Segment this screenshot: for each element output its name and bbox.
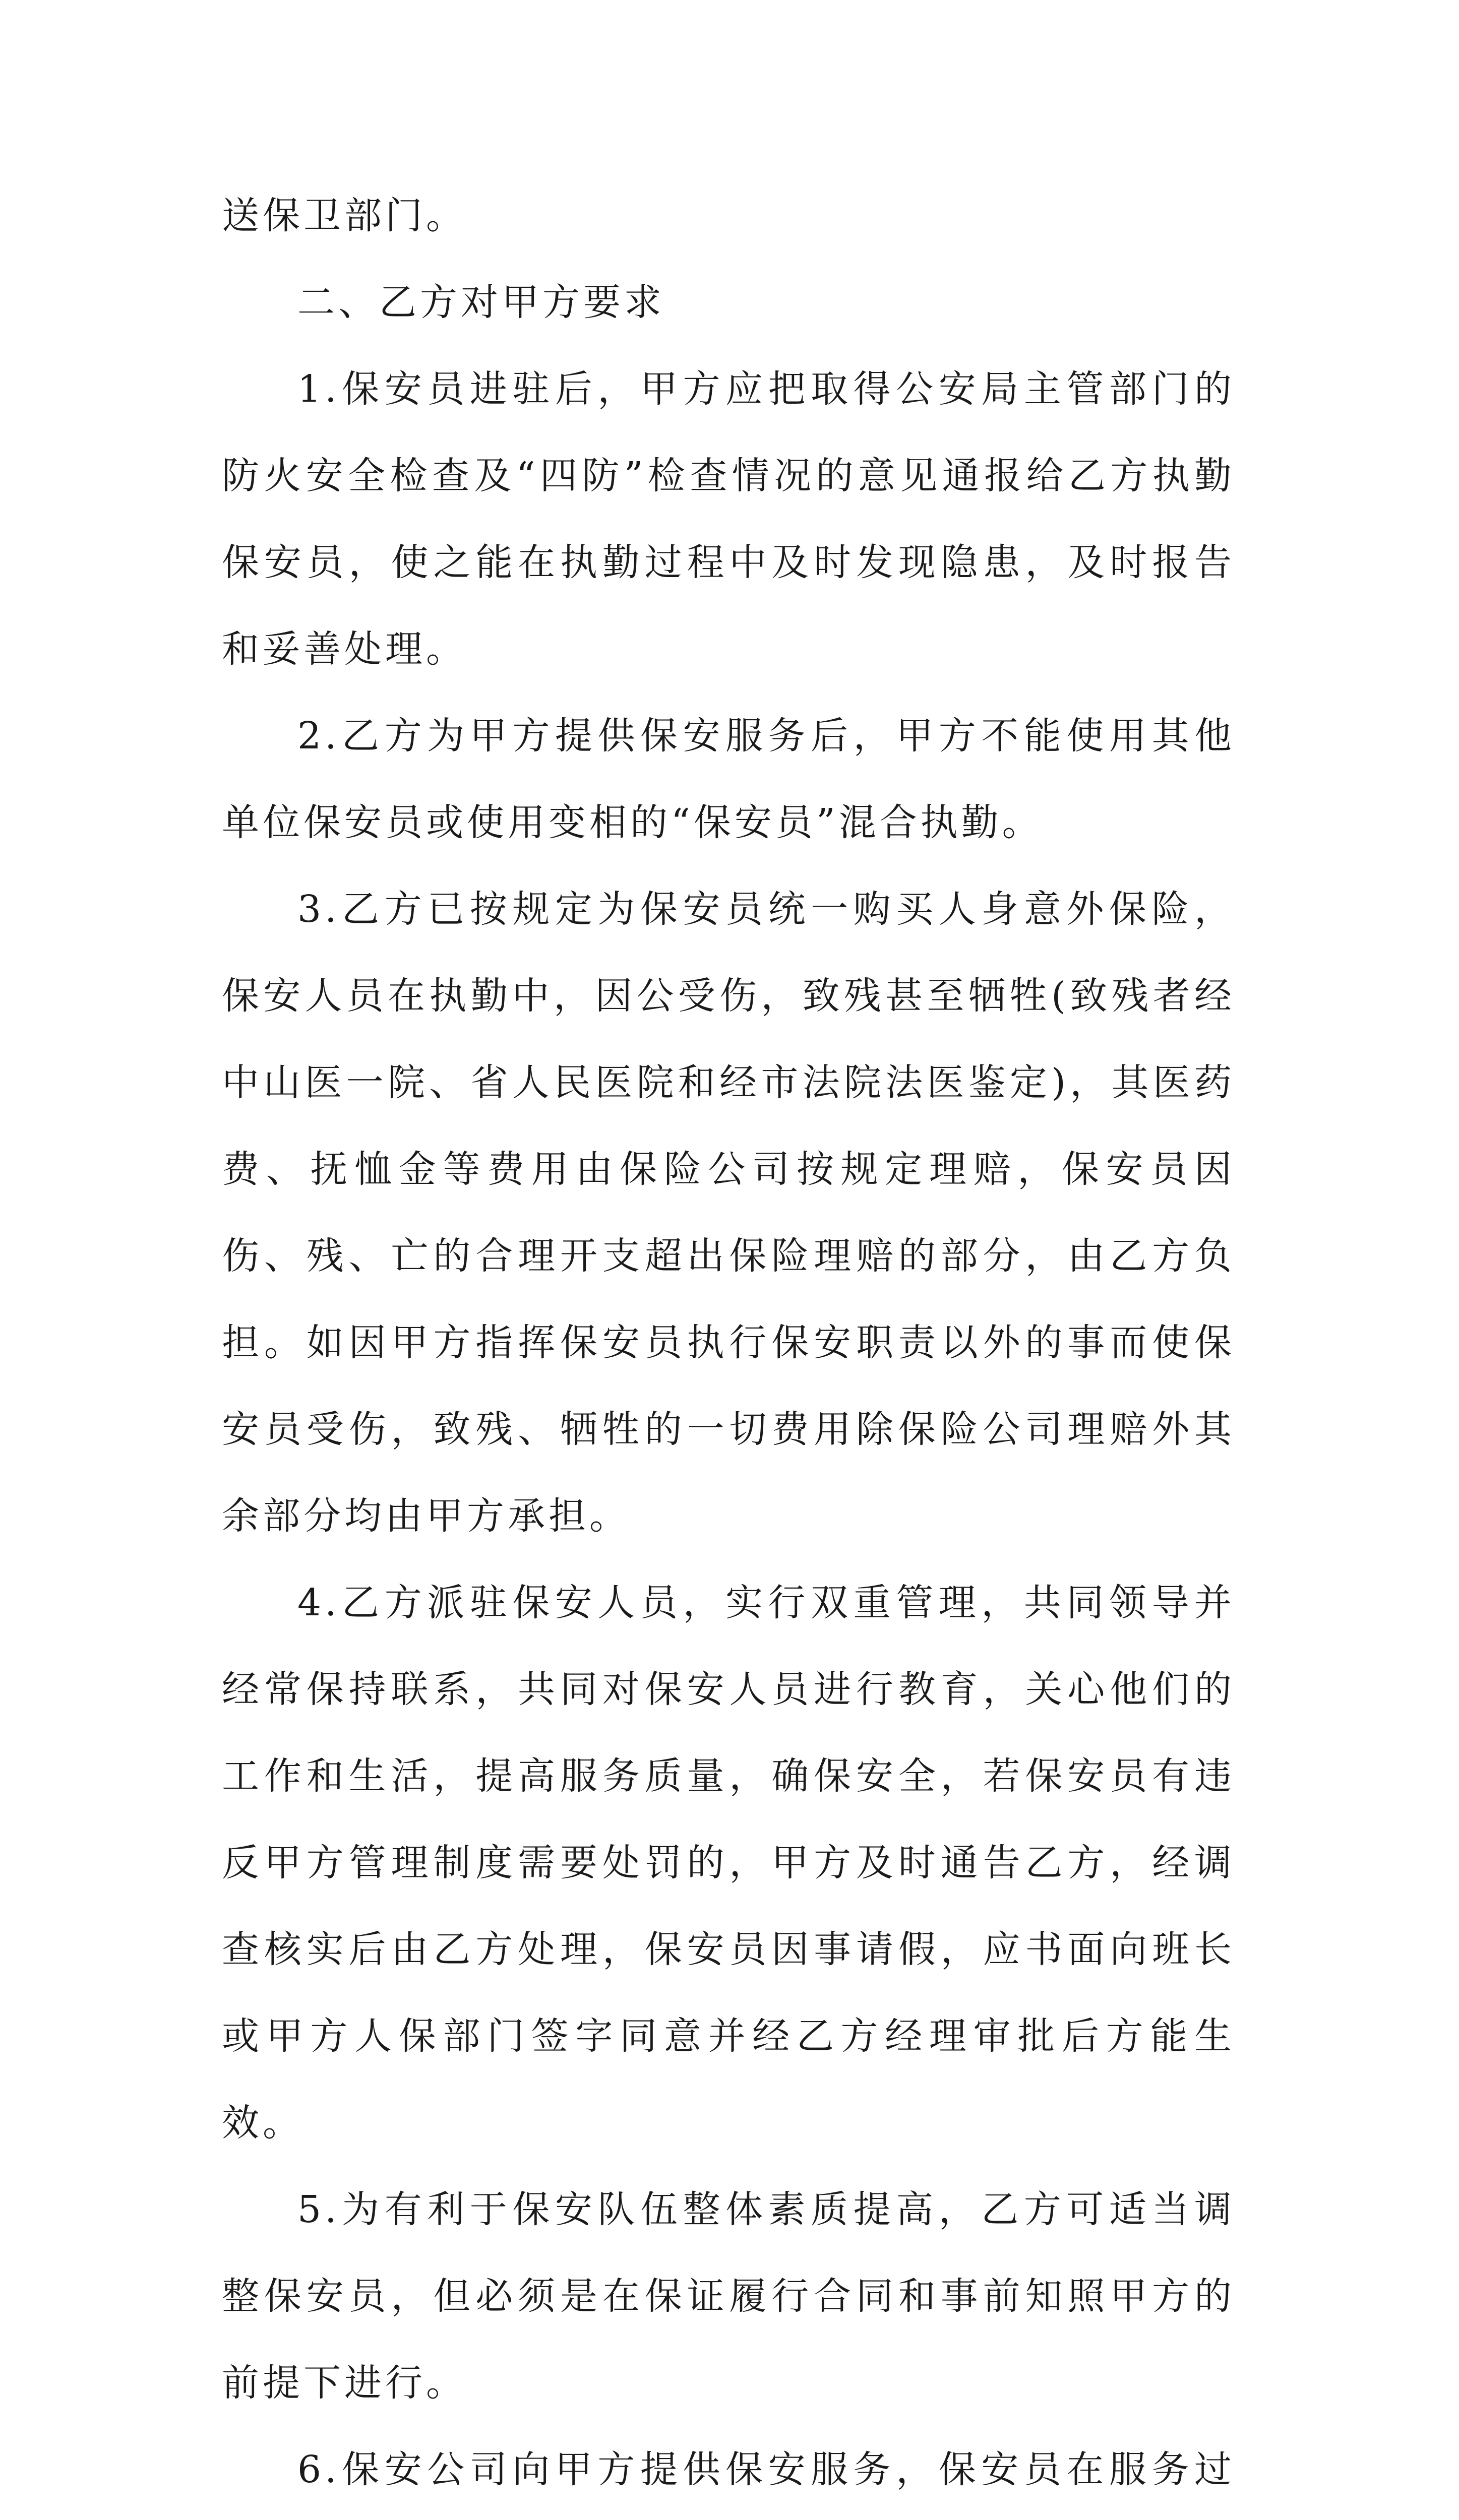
paragraph-item-6: 6.保安公司向甲方提供保安服务，保安员在服务过 xyxy=(297,2448,1235,2491)
paragraph-item-1: 1.保安员进驻后，甲方应把取得公安局主管部门的防火安全检查及“四防”检查情况的意见通报给乙方执勤保安员，使之能在执勤过程中及时发现隐患，及时报告和妥善处理。 xyxy=(222,367,1235,671)
document-body xyxy=(222,172,1235,2520)
paragraph-continuation: 送保卫部门。 xyxy=(222,194,467,237)
paragraph-item-5: 5.为有利于保安队伍整体素质提高，乙方可适当调整保安员，但必须是在保证履行合同和事前知照甲方的前提下进行。 xyxy=(222,2188,1235,2405)
paragraph-item-3: 3.乙方已按规定为保安员统一购买人身意外保险，保安人员在执勤中，因公受伤，致残甚至牺牲(致残者经中山医一院、省人民医院和经市法院法医鉴定)，其医药费、抚恤金等费用由保险公司按规定理赔，保安员因伤、残、亡的合理开支超出保险理赔的部分，由乙方负担。如因甲方指挥保安员执行保安职责以外的事而使保安员受伤，致残、牺牲的一切费用除保险公司理赔外其余部分均由甲方承担。 xyxy=(222,888,1235,1538)
section-heading: 二、乙方对甲方要求 xyxy=(297,281,665,324)
paragraph-item-2: 2.乙方为甲方提供保安服务后，甲方不能使用其他单位保安员或使用变相的“保安员”混合执勤。 xyxy=(222,714,1235,844)
paragraph-item-4: 4.乙方派驻保安人员，实行双重管理，共同领导并经常保持联系，共同对保安人员进行教育，关心他们的工作和生活，提高服务质量，确保安全，若保安员有违反甲方管理制度需要处罚的，甲方及时通告乙方，经调查核实后由乙方处理，保安员因事请假，应书面向班长或甲方人保部门签字同意并经乙方经理审批后方能生效。 xyxy=(222,1581,1235,2145)
